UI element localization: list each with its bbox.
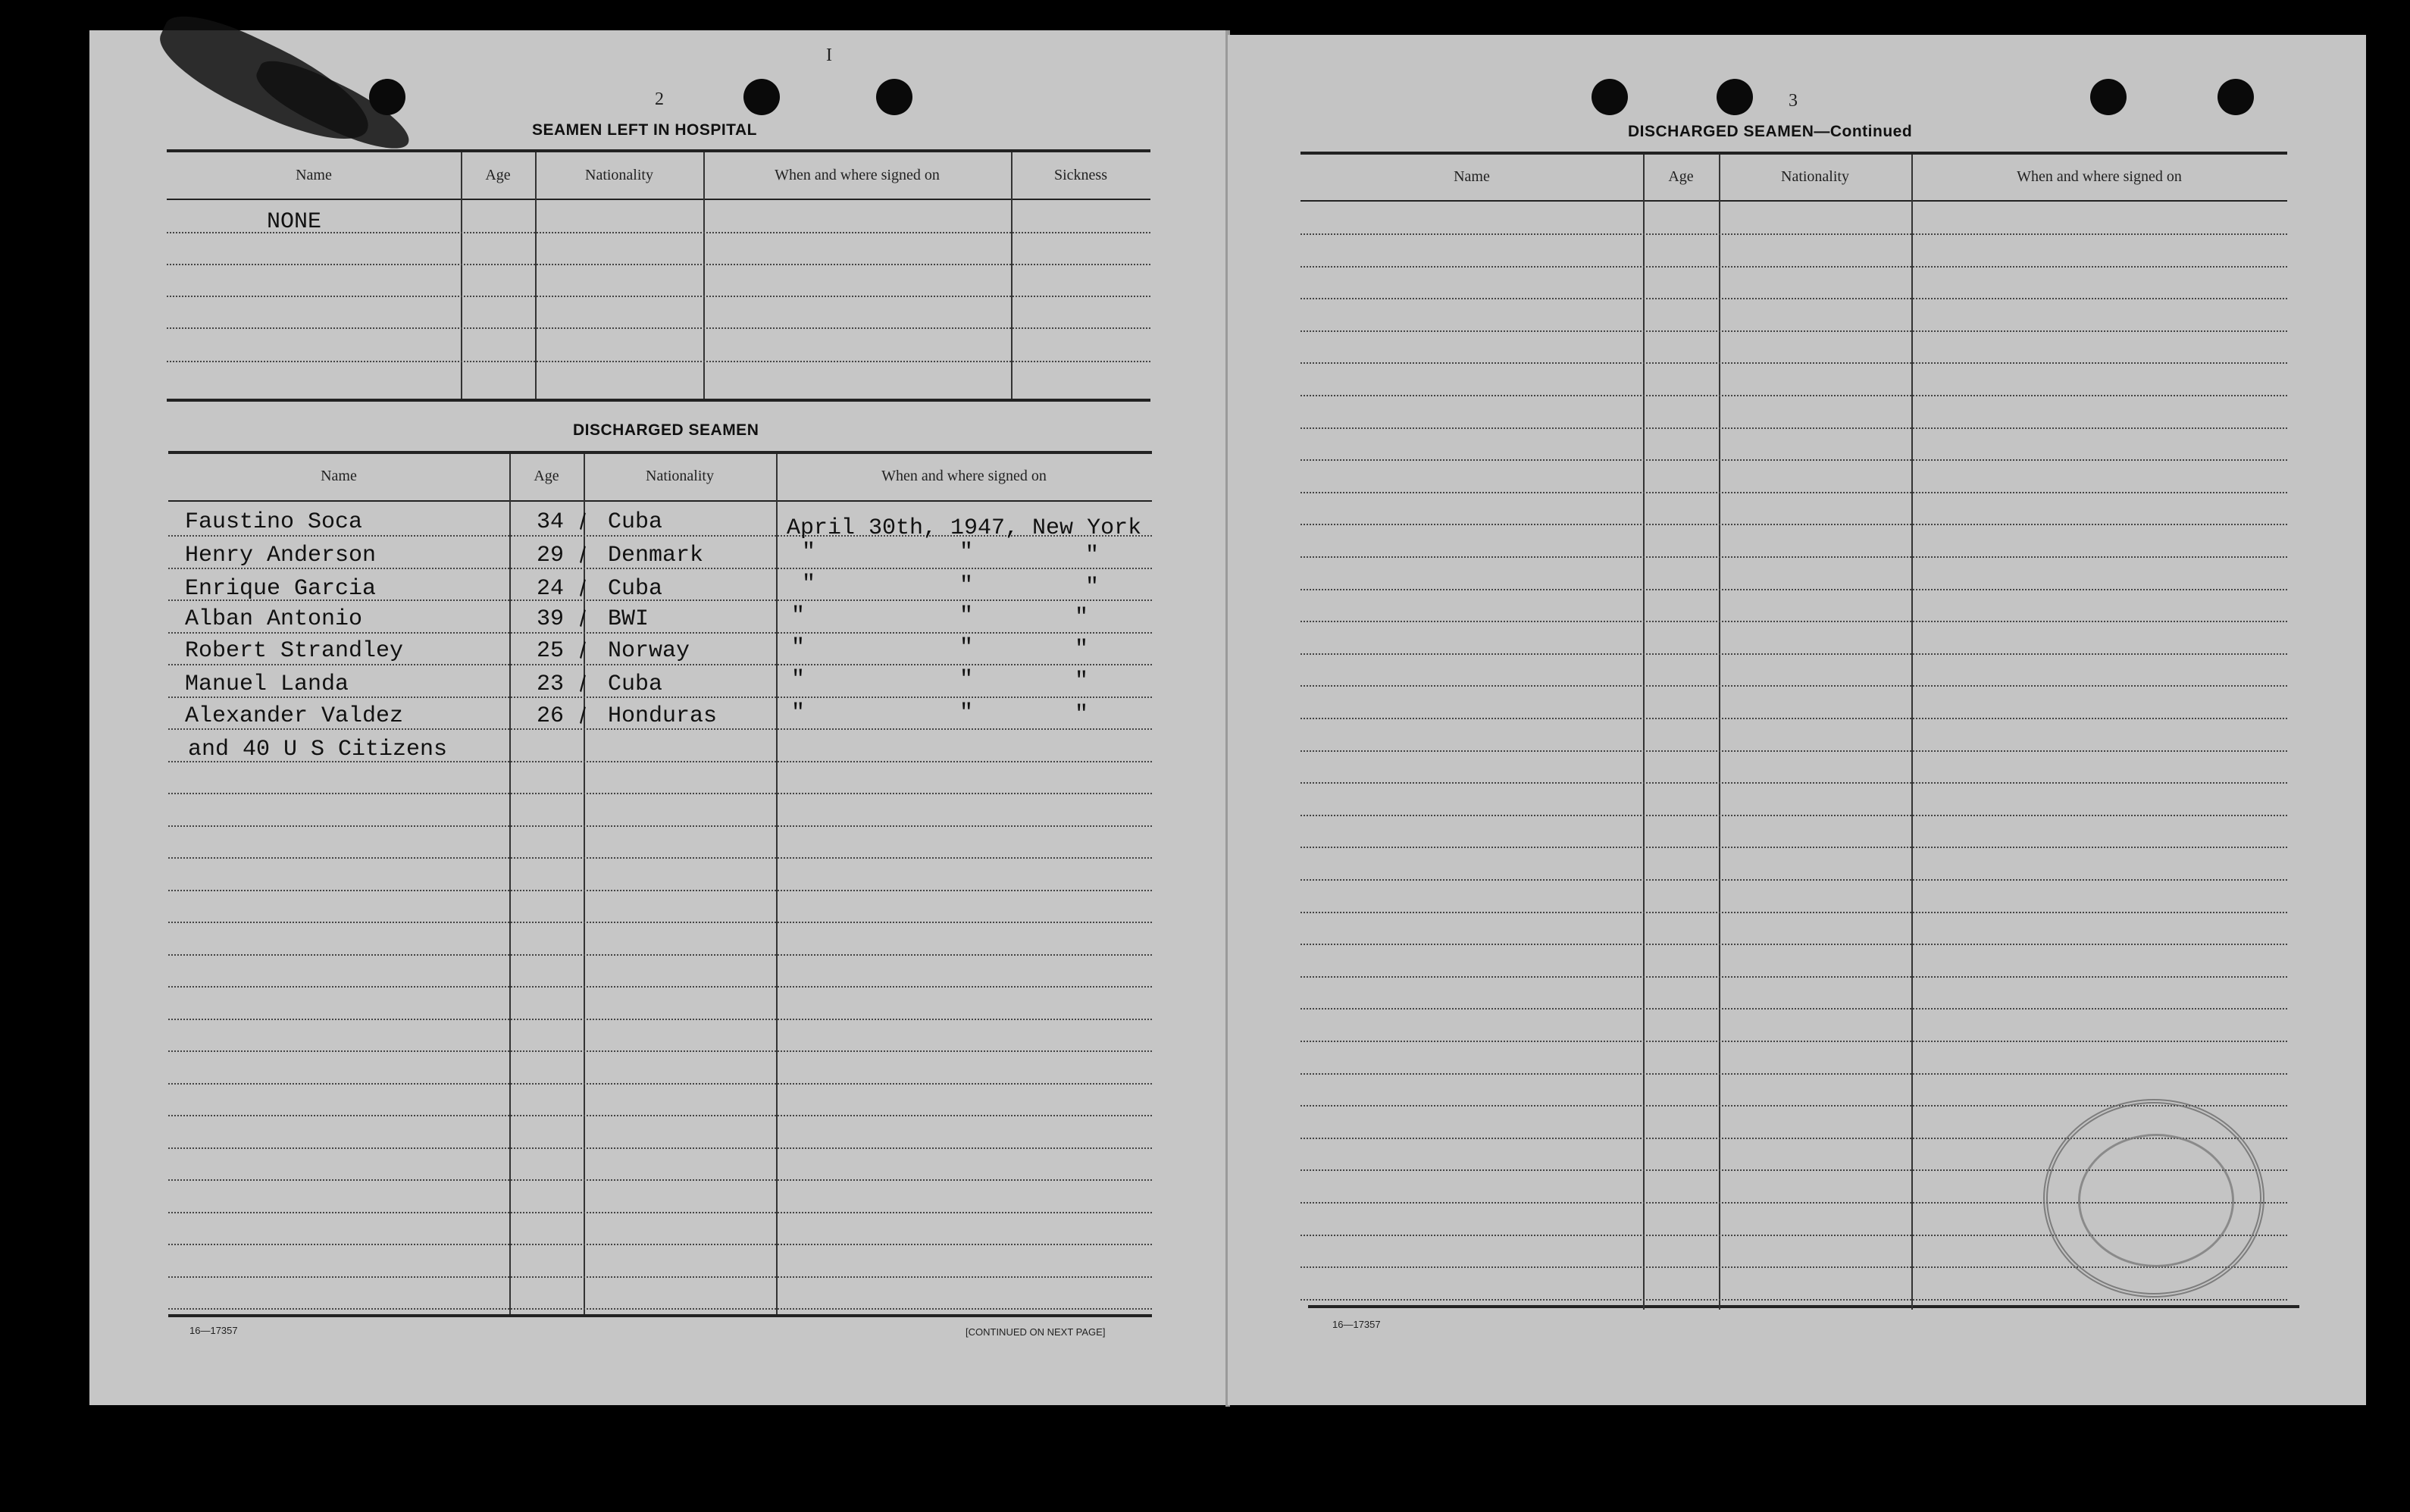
right-col-name: Name — [1454, 168, 1490, 185]
ditto-mark: " — [959, 635, 974, 661]
col-line — [776, 454, 778, 1314]
ditto-mark: " — [1085, 543, 1100, 568]
discharged-col-name: Name — [321, 468, 357, 484]
ruled-line — [168, 890, 1152, 891]
ditto-mark: " — [1075, 702, 1089, 728]
right-title: DISCHARGED SEAMEN—Continued — [1628, 123, 1913, 140]
row-age: 23 — [537, 671, 565, 697]
ruled-line — [1300, 524, 2287, 525]
ditto-mark: " — [1075, 668, 1089, 694]
discharged-col-nationality: Nationality — [646, 468, 714, 484]
hospital-col-signed: When and where signed on — [775, 167, 940, 183]
row-age: 24 — [537, 576, 565, 602]
discharged-header-rule — [168, 500, 1152, 502]
punch-hole — [2218, 79, 2254, 115]
ditto-mark: " — [1075, 637, 1089, 662]
punch-hole — [876, 79, 912, 115]
punch-hole — [743, 79, 780, 115]
check-mark: \ — [573, 703, 592, 728]
ruled-line — [1300, 847, 2287, 848]
ruled-line — [1300, 556, 2287, 558]
ruled-line — [1300, 330, 2287, 332]
page-number-left: 2 — [655, 89, 664, 109]
col-line — [509, 454, 511, 1314]
ruled-line — [168, 1019, 1152, 1020]
row-name: Robert Strandley — [185, 638, 404, 664]
ruled-line — [1300, 298, 2287, 299]
ruled-line — [1300, 621, 2287, 622]
row-age: 34 — [537, 509, 565, 535]
punch-hole — [1717, 79, 1753, 115]
row-age: 26 — [537, 703, 565, 729]
form-number-right: 16—17357 — [1332, 1319, 1381, 1330]
ruled-line — [1300, 944, 2287, 945]
ruled-line — [1300, 782, 2287, 784]
row-nationality: Cuba — [608, 671, 663, 697]
ruled-line — [168, 922, 1152, 923]
ruled-line — [1300, 266, 2287, 268]
ruled-line — [1300, 362, 2287, 364]
punch-hole — [1592, 79, 1628, 115]
ditto-mark: " — [1075, 605, 1089, 631]
hospital-top-rule — [167, 149, 1150, 152]
ruled-line — [1300, 589, 2287, 590]
ditto-mark: " — [791, 700, 806, 726]
ruled-line — [168, 632, 1152, 634]
ruled-line — [168, 954, 1152, 956]
hospital-col-nationality: Nationality — [585, 167, 653, 183]
ditto-mark: " — [959, 573, 974, 599]
ruled-line — [167, 327, 1150, 329]
row-nationality: Honduras — [608, 703, 718, 729]
punch-hole — [369, 79, 405, 115]
hospital-col-sickness: Sickness — [1054, 167, 1107, 183]
ruled-line — [167, 264, 1150, 265]
ruled-line — [1300, 718, 2287, 719]
check-mark: \ — [573, 509, 592, 534]
ditto-mark: " — [802, 540, 816, 565]
row-name: Henry Anderson — [185, 543, 377, 568]
discharged-col-signed: When and where signed on — [881, 468, 1047, 484]
col-line — [1911, 155, 1913, 1310]
ditto-mark: " — [959, 700, 974, 726]
hospital-col-age: Age — [485, 167, 511, 183]
ruled-line — [168, 857, 1152, 859]
discharged-title: DISCHARGED SEAMEN — [573, 421, 759, 439]
ditto-mark: " — [802, 571, 816, 597]
hospital-col-name: Name — [296, 167, 332, 183]
ruled-line — [1300, 750, 2287, 752]
ruled-line — [168, 1115, 1152, 1116]
check-mark: \ — [573, 606, 592, 631]
ruled-line — [168, 1050, 1152, 1052]
right-top-rule — [1300, 152, 2287, 155]
ruled-line — [1300, 427, 2287, 429]
ditto-mark: " — [791, 667, 806, 693]
ruled-line — [1300, 1041, 2287, 1042]
ruled-line — [1300, 685, 2287, 687]
hospital-bottom-rule — [167, 399, 1150, 402]
ruled-line — [168, 1083, 1152, 1085]
row-signed-on: April 30th, 1947, New York — [787, 515, 1142, 541]
ruled-line — [1300, 1299, 2287, 1301]
ditto-mark: " — [791, 635, 806, 661]
ruled-line — [1300, 492, 2287, 493]
check-mark: \ — [573, 576, 592, 601]
ruled-line — [168, 664, 1152, 665]
ruled-line — [168, 825, 1152, 827]
row-nationality: Cuba — [608, 576, 663, 602]
row-nationality: BWI — [608, 606, 649, 632]
row-nationality: Norway — [608, 638, 690, 664]
check-mark: \ — [573, 638, 592, 663]
citizens-note: and 40 U S Citizens — [188, 737, 448, 762]
ruled-line — [1300, 395, 2287, 396]
form-number-left: 16—17357 — [189, 1325, 238, 1336]
discharged-top-rule — [168, 451, 1152, 454]
ruled-line — [1300, 459, 2287, 461]
row-name: Enrique Garcia — [185, 576, 377, 602]
right-header-rule — [1300, 200, 2287, 202]
ruled-line — [1300, 1008, 2287, 1010]
ditto-mark: " — [959, 603, 974, 629]
right-bottom-rule — [1308, 1305, 2299, 1308]
check-mark: \ — [573, 671, 592, 697]
punch-hole — [2090, 79, 2127, 115]
col-line — [1643, 155, 1645, 1310]
ruled-line — [1300, 653, 2287, 655]
ruled-line — [168, 986, 1152, 988]
page-number-right: 3 — [1789, 91, 1798, 111]
ruled-line — [168, 1147, 1152, 1149]
ruled-line — [167, 361, 1150, 362]
ruled-line — [168, 1212, 1152, 1213]
row-nationality: Denmark — [608, 543, 704, 568]
ditto-mark: " — [1085, 574, 1100, 600]
row-age: 25 — [537, 638, 565, 664]
top-mark: I — [826, 45, 832, 65]
ruled-line — [1300, 233, 2287, 235]
ruled-line — [167, 296, 1150, 297]
row-nationality: Cuba — [608, 509, 663, 535]
row-age: 39 — [537, 606, 565, 632]
discharged-bottom-rule — [168, 1314, 1152, 1317]
ruled-line — [168, 1244, 1152, 1245]
ruled-line — [1300, 912, 2287, 913]
ditto-mark: " — [959, 540, 974, 565]
ruled-line — [168, 793, 1152, 794]
ruled-line — [1300, 1073, 2287, 1075]
hospital-title: SEAMEN LEFT IN HOSPITAL — [532, 121, 757, 139]
row-name: Alexander Valdez — [185, 703, 404, 729]
ruled-line — [168, 1308, 1152, 1310]
hospital-entry: NONE — [267, 209, 322, 235]
col-line — [1719, 155, 1720, 1310]
right-col-signed: When and where signed on — [2017, 168, 2182, 185]
ruled-line — [168, 1179, 1152, 1181]
continued-note: [CONTINUED ON NEXT PAGE] — [966, 1326, 1106, 1338]
check-mark: \ — [573, 543, 592, 568]
right-col-nationality: Nationality — [1781, 168, 1849, 185]
row-name: Faustino Soca — [185, 509, 363, 535]
row-name: Manuel Landa — [185, 671, 349, 697]
ruled-line — [1300, 976, 2287, 978]
ditto-mark: " — [959, 667, 974, 693]
ruled-line — [168, 1276, 1152, 1278]
hospital-header-rule — [167, 199, 1150, 200]
discharged-col-age: Age — [534, 468, 559, 484]
row-age: 29 — [537, 543, 565, 568]
row-name: Alban Antonio — [185, 606, 363, 632]
ditto-mark: " — [791, 603, 806, 629]
ruled-line — [1300, 879, 2287, 881]
ruled-line — [1300, 815, 2287, 816]
postmark-stamp — [2043, 1099, 2264, 1298]
right-col-age: Age — [1668, 168, 1694, 185]
